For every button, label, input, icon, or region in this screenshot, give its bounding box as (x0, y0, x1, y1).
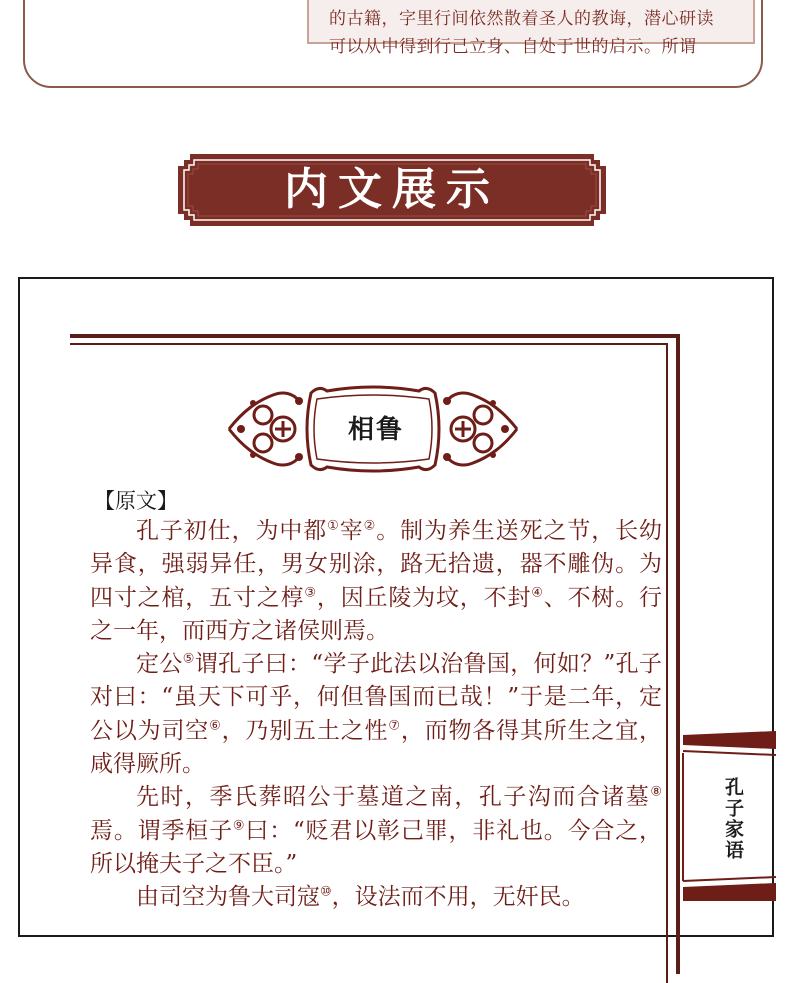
section-label: 【原文】 (94, 489, 178, 513)
section-banner (178, 154, 606, 226)
footnote-marker: ⑩ (320, 884, 332, 900)
side-tab (683, 731, 776, 901)
footnote-marker: ⑤ (182, 651, 195, 667)
footnote-marker: ⑨ (232, 818, 246, 834)
intro-excerpt-line: 的古籍，字里行间依然散着圣人的教诲，潜心研读 (329, 9, 714, 29)
footnote-marker: ④ (531, 584, 544, 600)
text-paragraph: 先时，季氏葬昭公于墓道之南，孔子沟而合诸墓⑧焉。谓季桓子⑨曰：“贬君以彰己罪，非礼也。今合之，所以掩夫子之不臣。” (90, 784, 663, 877)
text-paragraph: 由司空为鲁大司寇⑩，设法而不用，无奸民。 (136, 884, 585, 911)
intro-excerpt-box (307, 0, 755, 57)
footnote-marker: ⑧ (650, 784, 662, 800)
text-paragraph: 孔子初仕，为中都①宰②。制为养生送死之节，长幼异食，强弱异任，男女别涂，路无拾遗，器不雕伪。为四寸之棺，五寸之椁③，因丘陵为坟，不封④、不树。行之一年，而西方之诸侯则焉。 (90, 518, 663, 644)
side-tab-label: 孔子家语 (722, 777, 744, 861)
text-paragraph: 定公⑤谓孔子曰：“学子此法以治鲁国，何如？”孔子对曰：“虽天下可乎，何但鲁国而已哉！”于是二年，定公以为司空⑥，乃别五土之性⑦，而物各得其所生之宜，咸得厥所。 (90, 651, 663, 778)
banner-title: 内文展示 (284, 164, 500, 215)
footnote-marker: ① (327, 518, 340, 534)
footnote-marker: ② (363, 518, 377, 534)
chapter-title: 相鲁 (347, 415, 404, 445)
footnote-marker: ⑦ (388, 718, 401, 734)
classical-text (90, 515, 662, 915)
intro-excerpt-line: 可以从中得到行己立身、自处于世的启示。所谓 (329, 37, 697, 57)
footnote-marker: ③ (304, 584, 317, 600)
book-page (18, 277, 774, 937)
footnote-marker: ⑥ (209, 718, 222, 734)
